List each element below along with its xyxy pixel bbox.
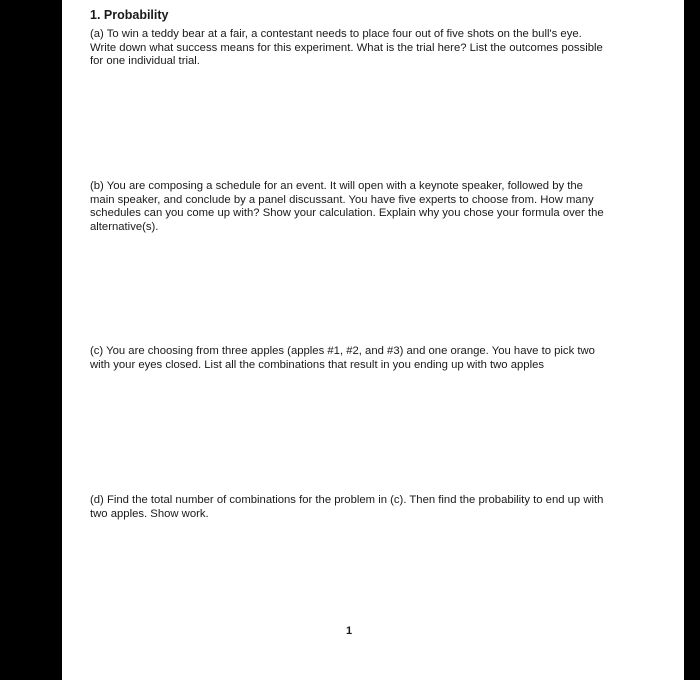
question-d: (d) Find the total number of combinations for the problem in (c). Then find the probability to end up with two apples. Show work. bbox=[90, 494, 604, 520]
question-c: (c) You are choosing from three apples (apples #1, #2, and #3) and one orange. You have to pick two with your eyes closed. List all the combinations that result in you ending up with two apples bbox=[90, 345, 595, 371]
section-heading: 1. Probability bbox=[90, 8, 169, 22]
question-b: (b) You are composing a schedule for an event. It will open with a keynote speaker, followed by the main speaker, and conclude by a panel discussant. You have five experts to choose from. How many schedules can you come up with? Show your calculation. Explain why you chose your formula over the alternative(s). bbox=[90, 180, 604, 233]
question-a: (a) To win a teddy bear at a fair, a contestant needs to place four out of five shots on the bull's eye. Write down what success means for this experiment. What is the trial here? List the outcomes possible for one individual trial. bbox=[90, 28, 603, 67]
page-number: 1 bbox=[346, 625, 353, 637]
document-page bbox=[62, 0, 684, 680]
